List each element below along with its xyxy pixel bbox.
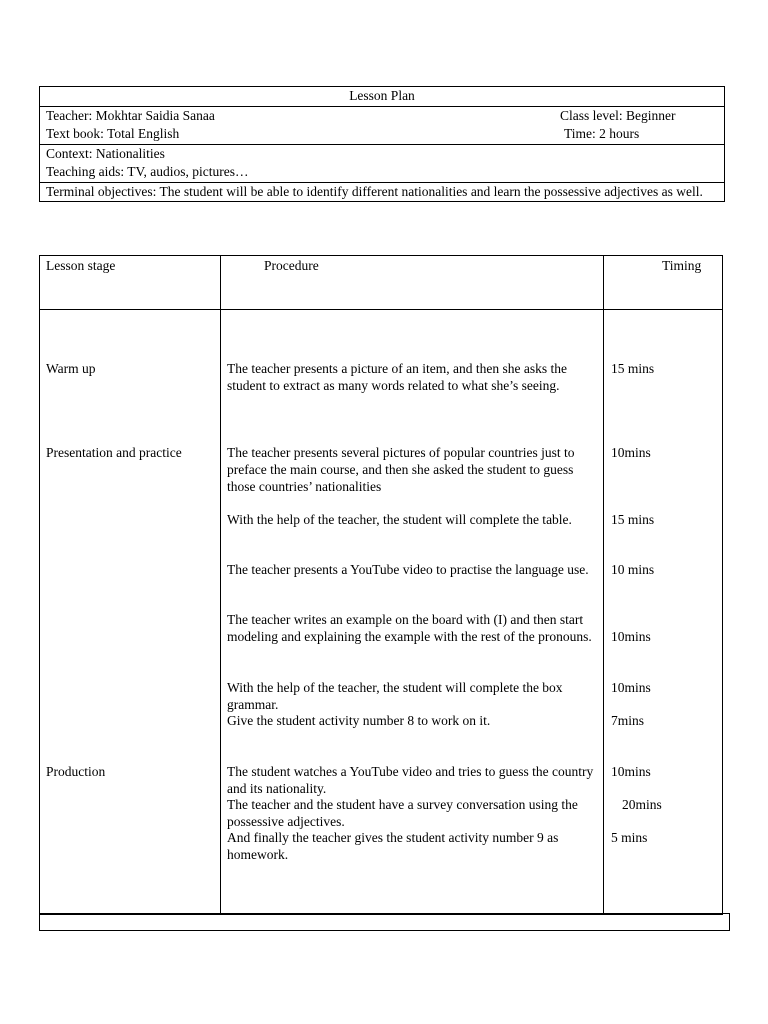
timing-value: 10mins	[611, 680, 651, 695]
header-divider	[40, 309, 722, 310]
column-divider	[603, 256, 604, 914]
header-timing: Timing	[662, 258, 702, 273]
textbook-row	[40, 125, 724, 144]
timing-value: 7mins	[611, 713, 645, 728]
procedure-item: The teacher presents a YouTube video to practise the language use.	[227, 562, 589, 577]
stage-presentation: Presentation and practice	[46, 445, 182, 460]
column-divider	[220, 256, 221, 914]
procedure-item: The student watches a YouTube video and tries to guess the country and its nationality.	[227, 764, 594, 796]
timing-value: 20mins	[622, 797, 662, 812]
procedure-item: Give the student activity number 8 to work on it.	[227, 713, 491, 728]
timing-value: 10mins	[611, 629, 651, 644]
stage-production: Production	[46, 764, 106, 779]
header-procedure: Procedure	[264, 258, 319, 273]
stage-warm-up: Warm up	[46, 361, 96, 376]
context-row	[40, 144, 724, 182]
procedure-table	[39, 255, 723, 915]
table-footer-row	[39, 913, 730, 931]
header-lesson-stage: Lesson stage	[46, 258, 116, 273]
lesson-info-table	[39, 86, 725, 202]
procedure-item: With the help of the teacher, the student will complete the table.	[227, 512, 572, 527]
timing-value: 15 mins	[611, 512, 655, 527]
terminal-objectives: Terminal objectives: The student will be able to identify different nationalities and learn the possessive adjectives as well.	[46, 183, 703, 199]
timing-value: 10 mins	[611, 562, 655, 577]
procedure-item: The teacher and the student have a survey conversation using the possessive adjectives.	[227, 797, 578, 829]
lesson-time: Time: 2 hours	[564, 126, 640, 141]
context: Context: Nationalities	[46, 145, 165, 161]
procedure-item: The teacher presents a picture of an item, and then she asks the student to extract as many words related to what she’s seeing.	[227, 361, 567, 393]
timing-value: 10mins	[611, 445, 651, 460]
procedure-item: The teacher presents several pictures of popular countries just to preface the main course, and then she asked the student to guess those countries’ nationalities	[227, 445, 575, 494]
procedure-item: The teacher writes an example on the board with (I) and then start modeling and explaining the example with the rest of the pronouns.	[227, 612, 592, 644]
objectives-row	[40, 182, 724, 202]
timing-value: 5 mins	[611, 830, 648, 845]
timing-value: 10mins	[611, 764, 651, 779]
class-level: Class level: Beginner	[560, 107, 676, 123]
lesson-plan-title: Lesson Plan	[349, 88, 415, 103]
procedure-item: And finally the teacher gives the student activity number 9 as homework.	[227, 830, 559, 862]
procedure-item: With the help of the teacher, the student will complete the box grammar.	[227, 680, 563, 712]
teacher-name: Teacher: Mokhtar Saidia Sanaa	[46, 107, 215, 123]
timing-value: 15 mins	[611, 361, 655, 376]
teaching-aids: Teaching aids: TV, audios, pictures…	[46, 164, 249, 179]
text-book: Text book: Total English	[46, 126, 180, 141]
teacher-row	[40, 106, 724, 126]
